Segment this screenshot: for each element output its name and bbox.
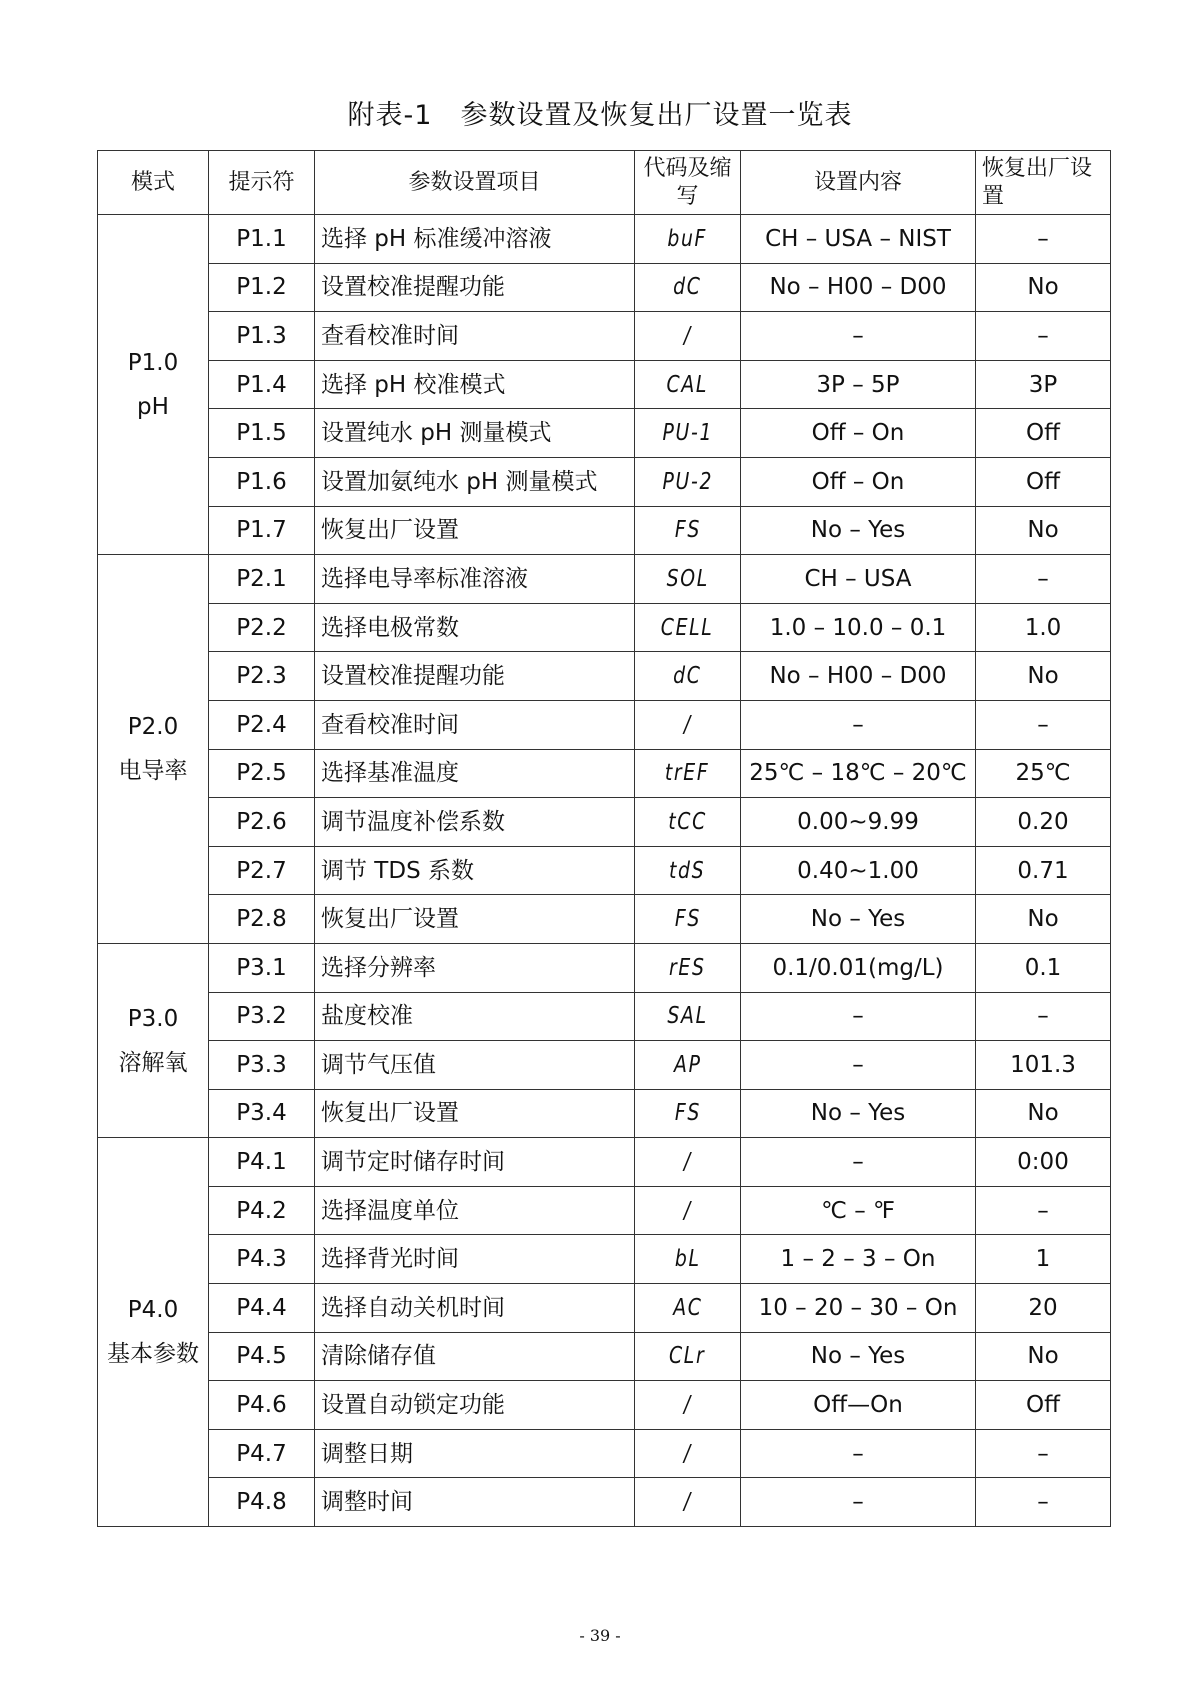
prompt-cell: P1.6 bbox=[209, 457, 315, 506]
prompt-cell: P4.6 bbox=[209, 1381, 315, 1430]
item-cell: 调节气压值 bbox=[315, 1041, 635, 1090]
mode-name: 电导率 bbox=[118, 758, 188, 785]
table-row bbox=[98, 1332, 1111, 1381]
table-row bbox=[98, 1429, 1111, 1478]
item-cell: 选择基准温度 bbox=[315, 749, 635, 798]
lcd-code: AP bbox=[673, 1051, 702, 1078]
default-cell: Off bbox=[976, 409, 1111, 458]
table-row bbox=[98, 943, 1111, 992]
code-cell bbox=[635, 846, 741, 895]
lcd-code: AC bbox=[672, 1294, 703, 1321]
code-cell bbox=[635, 1235, 741, 1284]
prompt-cell: P2.2 bbox=[209, 603, 315, 652]
prompt-cell: P1.2 bbox=[209, 263, 315, 312]
code-cell bbox=[635, 555, 741, 604]
code-cell bbox=[635, 652, 741, 701]
item-cell: 选择自动关机时间 bbox=[315, 1284, 635, 1333]
lcd-code: / bbox=[683, 1489, 692, 1516]
content-cell: – bbox=[741, 1138, 976, 1187]
lcd-code: / bbox=[683, 1440, 692, 1467]
lcd-code: / bbox=[683, 1392, 692, 1419]
lcd-code: buF bbox=[667, 225, 708, 252]
header-code: 代码及缩写 bbox=[635, 151, 741, 215]
lcd-code: tdS bbox=[669, 857, 706, 884]
table-header-row bbox=[98, 151, 1111, 215]
item-cell: 恢复出厂设置 bbox=[315, 506, 635, 555]
lcd-code: SAL bbox=[667, 1003, 708, 1030]
table-row bbox=[98, 749, 1111, 798]
code-cell bbox=[635, 1429, 741, 1478]
lcd-code: FS bbox=[674, 906, 701, 933]
header-prompt: 提示符 bbox=[209, 151, 315, 215]
prompt-cell: P2.4 bbox=[209, 700, 315, 749]
code-cell bbox=[635, 1381, 741, 1430]
table-row bbox=[98, 506, 1111, 555]
item-cell: 查看校准时间 bbox=[315, 700, 635, 749]
lcd-code: tCC bbox=[668, 808, 707, 835]
content-cell: – bbox=[741, 312, 976, 361]
header-factory-default: 恢复出厂设置 bbox=[976, 151, 1111, 215]
content-cell: 10 – 20 – 30 – On bbox=[741, 1284, 976, 1333]
table-row bbox=[98, 1284, 1111, 1333]
mode-name: 基本参数 bbox=[107, 1341, 199, 1368]
table-row bbox=[98, 895, 1111, 944]
default-cell: 0.1 bbox=[976, 943, 1111, 992]
default-cell: 25℃ bbox=[976, 749, 1111, 798]
page-number: - 39 - bbox=[579, 1626, 621, 1645]
table-row bbox=[98, 992, 1111, 1041]
prompt-cell: P2.8 bbox=[209, 895, 315, 944]
default-cell: 20 bbox=[976, 1284, 1111, 1333]
content-cell: – bbox=[741, 1429, 976, 1478]
code-cell bbox=[635, 1284, 741, 1333]
table-row bbox=[98, 409, 1111, 458]
table-row bbox=[98, 700, 1111, 749]
lcd-code: dC bbox=[673, 274, 702, 301]
content-cell: No – H00 – D00 bbox=[741, 652, 976, 701]
item-cell: 选择电导率标准溶液 bbox=[315, 555, 635, 604]
content-cell: 1.0 – 10.0 – 0.1 bbox=[741, 603, 976, 652]
lcd-code: / bbox=[683, 322, 692, 349]
item-cell: 设置加氨纯水 pH 测量模式 bbox=[315, 457, 635, 506]
mode-code: P3.0 bbox=[127, 1005, 179, 1032]
lcd-code: bL bbox=[674, 1246, 701, 1273]
table-body bbox=[98, 215, 1111, 1527]
content-cell: – bbox=[741, 992, 976, 1041]
code-cell bbox=[635, 312, 741, 361]
item-cell: 盐度校准 bbox=[315, 992, 635, 1041]
item-cell: 选择 pH 标准缓冲溶液 bbox=[315, 215, 635, 264]
prompt-cell: P3.3 bbox=[209, 1041, 315, 1090]
code-cell bbox=[635, 360, 741, 409]
default-cell: No bbox=[976, 1089, 1111, 1138]
lcd-code: rES bbox=[669, 954, 706, 981]
content-cell: Off – On bbox=[741, 409, 976, 458]
item-cell: 调节 TDS 系数 bbox=[315, 846, 635, 895]
table-row bbox=[98, 263, 1111, 312]
default-cell: – bbox=[976, 215, 1111, 264]
table-row bbox=[98, 215, 1111, 264]
table-row bbox=[98, 312, 1111, 361]
lcd-code: / bbox=[683, 1149, 692, 1176]
default-cell: – bbox=[976, 312, 1111, 361]
content-cell: 0.00~9.99 bbox=[741, 798, 976, 847]
item-cell: 恢复出厂设置 bbox=[315, 895, 635, 944]
code-cell bbox=[635, 798, 741, 847]
table-row bbox=[98, 1138, 1111, 1187]
mode-cell bbox=[98, 943, 209, 1137]
lcd-code: CAL bbox=[666, 371, 709, 398]
header-mode: 模式 bbox=[98, 151, 209, 215]
content-cell: – bbox=[741, 1041, 976, 1090]
header-content: 设置内容 bbox=[741, 151, 976, 215]
default-cell: 0.20 bbox=[976, 798, 1111, 847]
prompt-cell: P1.5 bbox=[209, 409, 315, 458]
table-row bbox=[98, 846, 1111, 895]
item-cell: 调节温度补偿系数 bbox=[315, 798, 635, 847]
table-row bbox=[98, 798, 1111, 847]
item-cell: 设置校准提醒功能 bbox=[315, 652, 635, 701]
content-cell: CH – USA bbox=[741, 555, 976, 604]
lcd-code: / bbox=[683, 711, 692, 738]
code-cell bbox=[635, 1186, 741, 1235]
content-cell: 3P – 5P bbox=[741, 360, 976, 409]
table-row bbox=[98, 457, 1111, 506]
table-row bbox=[98, 1381, 1111, 1430]
default-cell: – bbox=[976, 1429, 1111, 1478]
code-cell bbox=[635, 1041, 741, 1090]
default-cell: 0.71 bbox=[976, 846, 1111, 895]
default-cell: No bbox=[976, 652, 1111, 701]
content-cell: No – Yes bbox=[741, 1089, 976, 1138]
default-cell: – bbox=[976, 1186, 1111, 1235]
prompt-cell: P4.3 bbox=[209, 1235, 315, 1284]
prompt-cell: P1.1 bbox=[209, 215, 315, 264]
default-cell: – bbox=[976, 700, 1111, 749]
default-cell: – bbox=[976, 1478, 1111, 1527]
code-cell bbox=[635, 1478, 741, 1527]
item-cell: 清除储存值 bbox=[315, 1332, 635, 1381]
code-cell bbox=[635, 506, 741, 555]
item-cell: 恢复出厂设置 bbox=[315, 1089, 635, 1138]
code-cell bbox=[635, 1089, 741, 1138]
prompt-cell: P2.7 bbox=[209, 846, 315, 895]
item-cell: 调节定时储存时间 bbox=[315, 1138, 635, 1187]
code-cell bbox=[635, 457, 741, 506]
default-cell: – bbox=[976, 992, 1111, 1041]
item-cell: 选择分辨率 bbox=[315, 943, 635, 992]
lcd-code: FS bbox=[674, 517, 701, 544]
code-cell bbox=[635, 1332, 741, 1381]
content-cell: 0.40~1.00 bbox=[741, 846, 976, 895]
mode-cell bbox=[98, 215, 209, 555]
default-cell: 3P bbox=[976, 360, 1111, 409]
prompt-cell: P3.4 bbox=[209, 1089, 315, 1138]
table-row bbox=[98, 652, 1111, 701]
default-cell: 1.0 bbox=[976, 603, 1111, 652]
code-cell bbox=[635, 992, 741, 1041]
item-cell: 选择背光时间 bbox=[315, 1235, 635, 1284]
lcd-code: PU-1 bbox=[662, 420, 713, 447]
prompt-cell: P1.7 bbox=[209, 506, 315, 555]
lcd-code: / bbox=[683, 1197, 692, 1224]
code-cell bbox=[635, 943, 741, 992]
content-cell: – bbox=[741, 1478, 976, 1527]
content-cell: – bbox=[741, 700, 976, 749]
content-cell: Off—On bbox=[741, 1381, 976, 1430]
content-cell: No – H00 – D00 bbox=[741, 263, 976, 312]
mode-code: P2.0 bbox=[127, 714, 179, 741]
header-item: 参数设置项目 bbox=[315, 151, 635, 215]
table-row bbox=[98, 603, 1111, 652]
parameter-table bbox=[97, 150, 1111, 1527]
table-row bbox=[98, 1478, 1111, 1527]
default-cell: No bbox=[976, 263, 1111, 312]
content-cell: ℃ – ℉ bbox=[741, 1186, 976, 1235]
prompt-cell: P4.4 bbox=[209, 1284, 315, 1333]
content-cell: Off – On bbox=[741, 457, 976, 506]
code-cell bbox=[635, 700, 741, 749]
prompt-cell: P1.3 bbox=[209, 312, 315, 361]
default-cell: No bbox=[976, 895, 1111, 944]
item-cell: 选择温度单位 bbox=[315, 1186, 635, 1235]
item-cell: 选择 pH 校准模式 bbox=[315, 360, 635, 409]
content-cell: No – Yes bbox=[741, 895, 976, 944]
item-cell: 设置校准提醒功能 bbox=[315, 263, 635, 312]
prompt-cell: P4.7 bbox=[209, 1429, 315, 1478]
code-cell bbox=[635, 895, 741, 944]
prompt-cell: P4.1 bbox=[209, 1138, 315, 1187]
lcd-code: CELL bbox=[661, 614, 714, 641]
content-cell: No – Yes bbox=[741, 1332, 976, 1381]
mode-code: P1.0 bbox=[127, 349, 179, 376]
item-cell: 调整日期 bbox=[315, 1429, 635, 1478]
prompt-cell: P4.2 bbox=[209, 1186, 315, 1235]
table-row bbox=[98, 1186, 1111, 1235]
code-cell bbox=[635, 263, 741, 312]
item-cell: 查看校准时间 bbox=[315, 312, 635, 361]
content-cell: No – Yes bbox=[741, 506, 976, 555]
lcd-code: trEF bbox=[665, 760, 710, 787]
lcd-code: SOL bbox=[666, 565, 709, 592]
default-cell: Off bbox=[976, 457, 1111, 506]
content-cell: 1 – 2 – 3 – On bbox=[741, 1235, 976, 1284]
item-cell: 设置纯水 pH 测量模式 bbox=[315, 409, 635, 458]
mode-name: pH bbox=[137, 393, 169, 420]
default-cell: – bbox=[976, 555, 1111, 604]
code-cell bbox=[635, 1138, 741, 1187]
prompt-cell: P1.4 bbox=[209, 360, 315, 409]
default-cell: 1 bbox=[976, 1235, 1111, 1284]
table-row bbox=[98, 1089, 1111, 1138]
item-cell: 调整时间 bbox=[315, 1478, 635, 1527]
table-row bbox=[98, 1235, 1111, 1284]
default-cell: Off bbox=[976, 1381, 1111, 1430]
lcd-code: dC bbox=[673, 663, 702, 690]
item-cell: 选择电极常数 bbox=[315, 603, 635, 652]
default-cell: No bbox=[976, 506, 1111, 555]
lcd-code: CLr bbox=[669, 1343, 706, 1370]
page-title: 附表-1 参数设置及恢复出厂设置一览表 bbox=[347, 100, 853, 131]
prompt-cell: P2.3 bbox=[209, 652, 315, 701]
mode-name: 溶解氧 bbox=[118, 1049, 188, 1076]
table-row bbox=[98, 1041, 1111, 1090]
table-row bbox=[98, 360, 1111, 409]
mode-cell bbox=[98, 555, 209, 944]
lcd-code: FS bbox=[674, 1100, 701, 1127]
prompt-cell: P3.1 bbox=[209, 943, 315, 992]
prompt-cell: P4.8 bbox=[209, 1478, 315, 1527]
content-cell: 25℃ – 18℃ – 20℃ bbox=[741, 749, 976, 798]
prompt-cell: P2.5 bbox=[209, 749, 315, 798]
code-cell bbox=[635, 409, 741, 458]
code-cell bbox=[635, 749, 741, 798]
lcd-code: PU-2 bbox=[662, 468, 713, 495]
default-cell: 0:00 bbox=[976, 1138, 1111, 1187]
mode-code: P4.0 bbox=[127, 1297, 179, 1324]
default-cell: No bbox=[976, 1332, 1111, 1381]
table-row bbox=[98, 555, 1111, 604]
content-cell: 0.1/0.01(mg/L) bbox=[741, 943, 976, 992]
code-cell bbox=[635, 603, 741, 652]
mode-cell bbox=[98, 1138, 209, 1527]
code-cell bbox=[635, 215, 741, 264]
content-cell: CH – USA – NIST bbox=[741, 215, 976, 264]
item-cell: 设置自动锁定功能 bbox=[315, 1381, 635, 1430]
default-cell: 101.3 bbox=[976, 1041, 1111, 1090]
prompt-cell: P2.6 bbox=[209, 798, 315, 847]
prompt-cell: P3.2 bbox=[209, 992, 315, 1041]
prompt-cell: P4.5 bbox=[209, 1332, 315, 1381]
prompt-cell: P2.1 bbox=[209, 555, 315, 604]
